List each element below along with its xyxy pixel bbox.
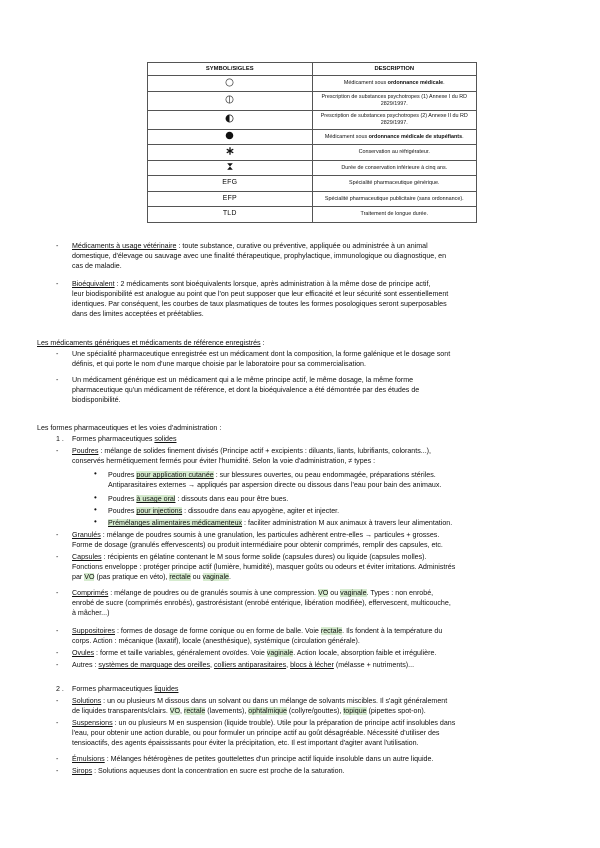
bullet: - (56, 755, 59, 763)
text-line: Ovules : forme et taille variables, généralement ovoïdes. Voie vaginale. Action locale, absorption faible et irrégulière. (72, 649, 437, 657)
text-line: corps. Action : mécanique (laxatif), locale (anesthésique), systémique (circulation générale). (72, 637, 360, 645)
text-line: Granulés : mélange de poudres soumis à une granulation, les particules adhèrent entre-elles → particules + grosses. (72, 531, 440, 539)
text-line: enrobé de sucre (comprimés enrobés), gastrorésistant (enrobé entérique, libération modifiée), effervescent, multicouche, (72, 599, 451, 607)
section-title-forms: Les formes pharmaceutiques et les voies d'administration : (37, 424, 222, 432)
text-line: leur biodisponibilité est analogue au point que l'on peut supposer que leur efficacité et leur sécurité sont essentiellement (72, 290, 449, 298)
text-line: conservés hermétiquement fermés pour éviter l'humidité. Selon la voie d'administration, ≠ types : (72, 457, 376, 465)
bullet: - (56, 719, 59, 727)
bullet: - (56, 376, 59, 384)
hourglass-icon (226, 162, 234, 171)
text-line: pharmaceutique qu'un médicament de référence, et dont la bioéquivalence a été démontrée par des études de (72, 386, 420, 394)
sub-bullet: • (94, 505, 97, 514)
table-row (148, 207, 477, 223)
circle-half-filled-icon (225, 114, 234, 123)
table-row (148, 176, 477, 192)
text-line: Antiparasitaires externes → appliqués par aspersion directe ou dissous dans l'eau pour bain des animaux. (108, 481, 442, 489)
bullet: - (56, 767, 59, 775)
bullet: - (56, 697, 59, 705)
bullet: - (56, 553, 59, 561)
table-row (148, 191, 477, 207)
circle-outline-icon (225, 78, 234, 87)
text-line: domestique, d'élevage ou sauvage avec une finalité thérapeutique, prophylactique, immunologique ou diagnostique, en (72, 252, 447, 260)
text-line: Poudres : mélange de solides finement divisés (Principe actif + excipients : diluants, liants, lubrifiants, colorants...), (72, 447, 432, 455)
row-description: Médicament sous ordonnance médicale. (312, 76, 477, 92)
bullet: - (56, 350, 59, 358)
text-line: Un médicament générique est un médicament qui a le même principe actif, le même dosage, la même forme (72, 376, 414, 384)
symbol-table (147, 62, 477, 223)
table-row (148, 91, 477, 110)
table-row (148, 76, 477, 92)
row-description: Spécialité pharmaceutique générique. (312, 176, 477, 192)
sub-bullet: • (94, 493, 97, 502)
bullet: - (56, 280, 59, 288)
section-title-generics: Les médicaments génériques et médicaments de référence enregistrés : (37, 339, 265, 347)
row-symbol: TLD (148, 207, 313, 223)
text-line: tensioactifs, des agents épaississants pour éviter la précipitation, etc. Il est important d'agiter avant l'utilisation. (72, 739, 419, 747)
bullet: - (56, 242, 59, 250)
text-line: Fonctions enveloppe : protéger principe actif (lumière, humidité), masquer goûts ou odeurs et éviter irritations. Administrés (72, 563, 456, 571)
table-row (148, 110, 477, 129)
row-description: Prescription de substances psychotropes (1) Annexe I du RD 2829/1997. (312, 91, 477, 110)
bullet: - (56, 531, 59, 539)
bullet: - (56, 589, 59, 597)
sub-bullet: • (94, 469, 97, 478)
row-description: Médicament sous ordonnance médicale de stupéfiants. (312, 129, 477, 145)
row-description: Conservation au réfrigérateur. (312, 145, 477, 161)
text-line: Solutions : un ou plusieurs M dissous dans un solvant ou dans un mélange de solvants miscibles. Il s'agit généralement (72, 697, 448, 705)
text-line: Autres : systèmes de marquage des oreilles, colliers antiparasitaires, blocs à lécher (mélasse + nutriments)... (72, 661, 415, 669)
row-symbol: EFG (148, 176, 313, 192)
text-line: définis, et qui porte le nom d'une marque choisie par le laboratoire pour sa commercialisation. (72, 360, 366, 368)
subsection-number: 2 . (56, 685, 64, 693)
asterisk-icon (226, 147, 234, 155)
subsection-title-solids: Formes pharmaceutiques solides (72, 435, 177, 443)
text-line: de liquides transparents/clairs. VO, rectale (lavements), ophtalmique (collyre/gouttes), topique (pipettes spot-on). (72, 707, 426, 715)
text-line: Sirops : Solutions aqueuses dont la concentration en sucre est proche de la saturation. (72, 767, 345, 775)
circle-half-line-icon (225, 95, 234, 104)
definition-bioequivalent: Bioéquivalent : 2 médicaments sont bioéquivalents lorsque, après administration à la même dose de principe actif, (72, 280, 431, 288)
text-line: Suspensions : un ou plusieurs M en suspension (liquide trouble). Utile pour la préparation de principe actif insolubles dans (72, 719, 456, 727)
table-header-description: DESCRIPTION (312, 63, 477, 76)
row-symbol: EFP (148, 191, 313, 207)
text-line: Poudres à usage oral : dissouts dans eau pour être bues. (108, 495, 289, 503)
text-line: Forme de dosage (granulés effervescents) ou produit intermédiaire pour obtenir comprimés, remplir des capsules, etc. (72, 541, 443, 549)
text-line: identiques. Par conséquent, les courbes de taux plasmatiques de toutes les formes posologiques seront superposables (72, 300, 447, 308)
definition-veterinary: Médicaments à usage vétérinaire : toute substance, curative ou préventive, appliquée ou administrée à un animal (72, 242, 428, 250)
text-line: à mâcher...) (72, 609, 110, 617)
row-description: Prescription de substances psychotropes (2) Annexe II du RD 2829/1997. (312, 110, 477, 129)
text-line: l'eau, pour obtenir une action durable, ou pour formuler un principe actif au goût désagréable. Nécessité d'utiliser des (72, 729, 440, 737)
text-line: Émulsions : Mélanges hétérogènes de petites gouttelettes d'un principe actif liquide insoluble dans un autre liquide. (72, 755, 434, 763)
bullet: - (56, 649, 59, 657)
bullet: - (56, 627, 59, 635)
text-line: Poudres pour injections : dissoudre dans eau apyogène, agiter et injecter. (108, 507, 340, 515)
bullet: - (56, 661, 59, 669)
table-row (148, 129, 477, 145)
text-line: Prémélanges alimentaires médicamenteux : faciliter administration M aux animaux à travers leur alimentation. (108, 519, 453, 527)
text-line: Suppositoires : formes de dosage de forme conique ou en forme de balle. Voie rectale. Ils fondent à la température du (72, 627, 443, 635)
table-row (148, 160, 477, 176)
text-line: biodisponibilité. (72, 396, 121, 404)
sub-bullet: • (94, 517, 97, 526)
circle-filled-icon (225, 131, 234, 140)
table-row (148, 145, 477, 161)
subsection-number: 1 . (56, 435, 64, 443)
text-line: Comprimés : mélange de poudres ou de granulés soumis à une compression. VO ou vaginale. Types : non enrobé, (72, 589, 434, 597)
text-line: dans des limites acceptées et préétablies. (72, 310, 204, 318)
text-line: cas de maladie. (72, 262, 122, 270)
bullet: - (56, 447, 59, 455)
text-line: Capsules : récipients en gélatine contenant le M sous forme solide (capsules dures) ou liquide (capsules molles). (72, 553, 427, 561)
row-description: Traitement de longue durée. (312, 207, 477, 223)
text-line: Une spécialité pharmaceutique enregistrée est un médicament dont la composition, la forme galénique et le dosage sont (72, 350, 451, 358)
text-line: par VO (pas pratique en véto), rectale ou vaginale. (72, 573, 231, 581)
subsection-title-liquids: Formes pharmaceutiques liquides (72, 685, 179, 693)
row-description: Spécialité pharmaceutique publicitaire (sans ordonnance). (312, 191, 477, 207)
row-description: Durée de conservation inférieure à cinq ans. (312, 160, 477, 176)
table-header-symbol: SYMBOL/SIGLES (148, 63, 313, 76)
text-line: Poudres pour application cutanée : sur blessures ouvertes, ou peau endommagée, préparations stériles. (108, 471, 436, 479)
